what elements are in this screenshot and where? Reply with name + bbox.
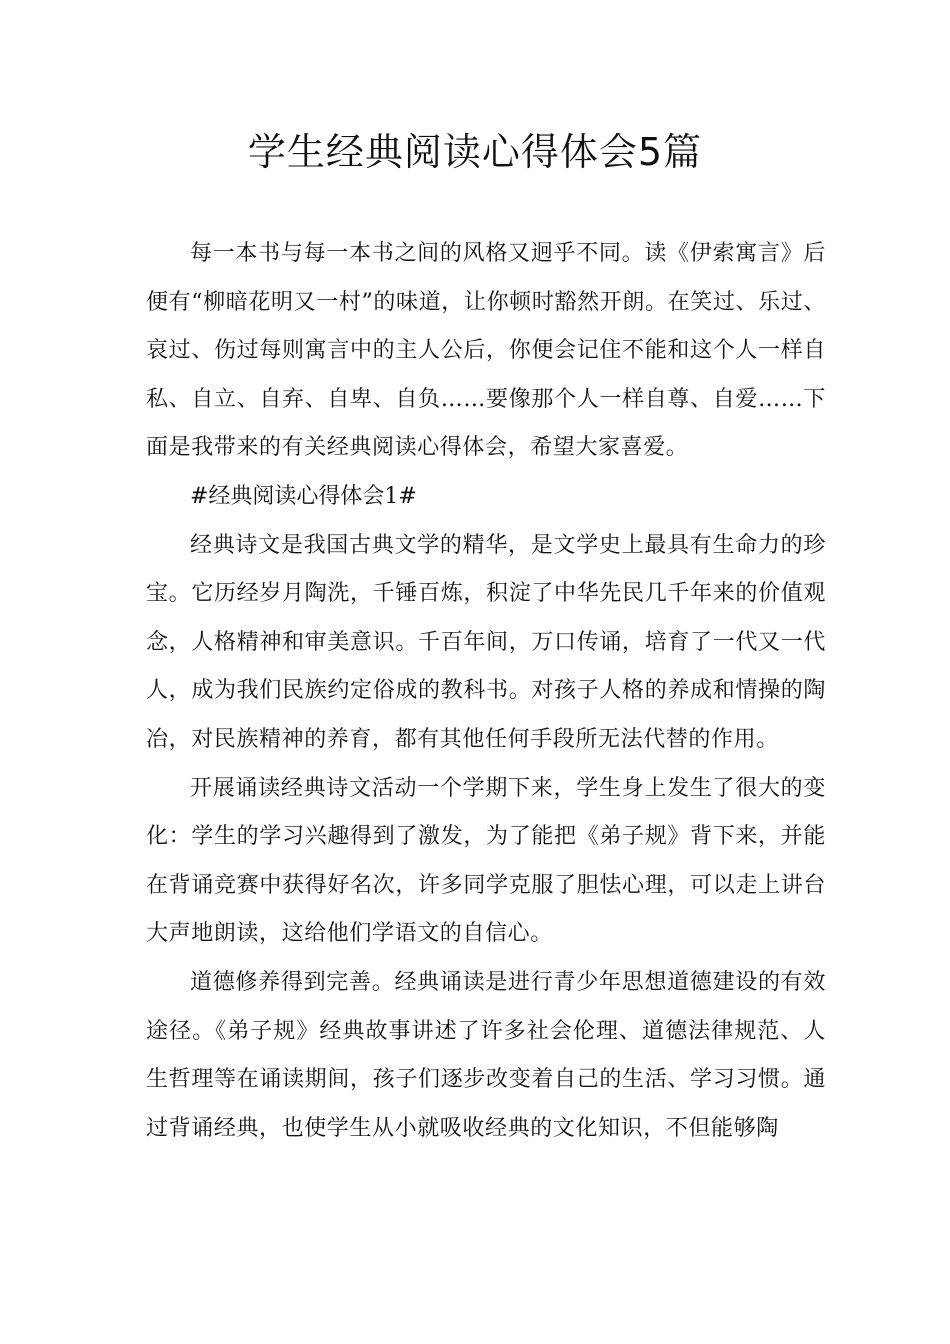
body-paragraph: 经典诗文是我国古典文学的精华，是文学史上最具有生命力的珍宝。它历经岁月陶洗，千锤百炼，积淀了中华先民几千年来的价值观念，人格精神和审美意识。千百年间，万口传诵，培育了一代又一代人，成为我们民族约定俗成的教科书。对孩子人格的养成和情操的陶冶，对民族精神的养育，都有其他任何手段所无法代替的作用。 [146,532,826,752]
section-heading: #经典阅读心得体会1# [190,483,417,509]
body-paragraph: 开展诵读经典诗文活动一个学期下来，学生身上发生了很大的变化：学生的学习兴趣得到了激发，为了能把《弟子规》背下来，并能在背诵竞赛中获得好名次，许多同学克服了胆怯心理，可以走上讲台大声地朗读，这给他们学语文的自信心。 [146,775,826,947]
intro-paragraph: 每一本书与每一本书之间的风格又迥乎不同。读《伊索寓言》后便有“柳暗花明又一村”的味道，让你顿时豁然开朗。在笑过、乐过、哀过、伤过每则寓言中的主人公后，你便会记住不能和这个人一样自私、自立、自弃、自卑、自负……要像那个人一样自尊、自爱……下面是我带来的有关经典阅读心得体会，希望大家喜爱。 [146,241,826,461]
body-paragraph: 道德修养得到完善。经典诵读是进行青少年思想道德建设的有效途径。《弟子规》经典故事讲述了许多社会伦理、道德法律规范、人生哲理等在诵读期间，孩子们逐步改变着自己的生活、学习习惯。通过背诵经典，也使学生从小就吸收经典的文化知识，不但能够陶 [146,969,826,1141]
document-title: 学生经典阅读心得体会5篇 [247,130,703,174]
document-body [146,230,826,1153]
